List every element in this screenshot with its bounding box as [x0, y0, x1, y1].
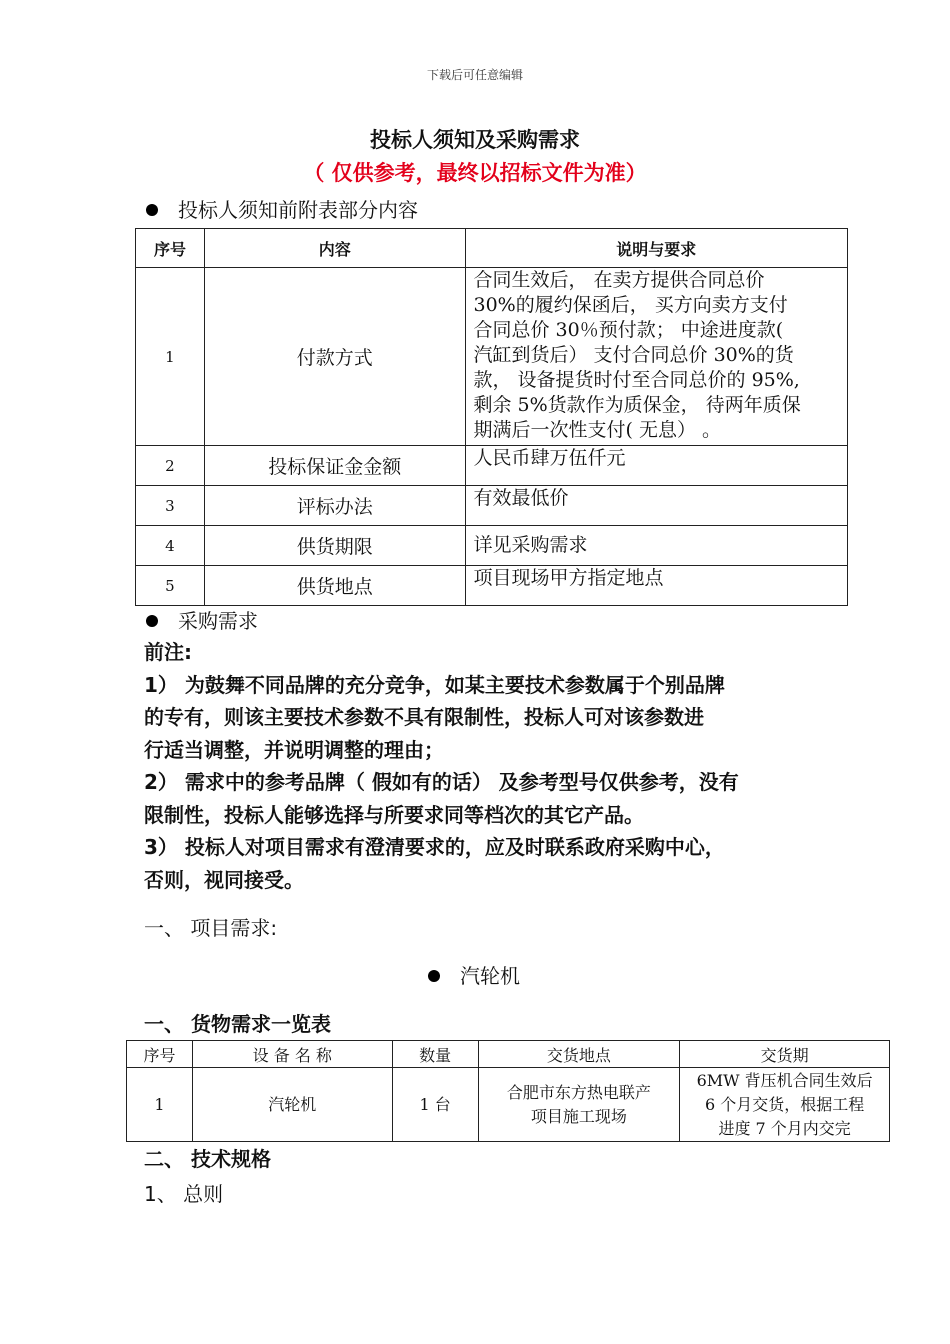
bullet-dot-icon	[146, 615, 158, 627]
delivery-place	[478, 1068, 680, 1142]
row-description	[465, 566, 848, 606]
section-goods-list: 一、 货物需求一览表	[144, 1012, 331, 1036]
notes-line: 1） 为鼓舞不同品牌的充分竞争，如某主要技术参数属于个别品牌	[144, 672, 725, 697]
instructions-table	[135, 228, 848, 606]
section-general: 1、 总则	[144, 1182, 224, 1206]
row-item: 投标保证金金额	[204, 446, 465, 486]
table-header-row	[127, 1041, 890, 1068]
document-subtitle: （ 仅供参考，最终以招标文件为准）	[303, 161, 647, 185]
bullet-label: 采购需求	[178, 609, 258, 633]
row-number: 2	[136, 446, 205, 486]
bullet-item-procurement	[146, 605, 258, 634]
column-header: 序号	[127, 1041, 193, 1068]
description-line: 汽缸到货后） 支付合同总价 30%的货	[473, 344, 794, 366]
column-header: 说明与要求	[465, 229, 848, 268]
document-title: 投标人须知及采购需求	[370, 128, 580, 152]
row-item: 付款方式	[204, 268, 465, 446]
description-line: 项目现场甲方指定地点	[473, 567, 664, 589]
column-header: 交货期	[680, 1041, 890, 1068]
row-description	[465, 268, 848, 446]
table-row	[136, 486, 848, 526]
row-description	[465, 446, 848, 486]
row-item: 供货地点	[204, 566, 465, 606]
description-line: 期满后一次性支付( 无息） 。	[473, 419, 721, 441]
row-description	[465, 486, 848, 526]
bullet-label: 投标人须知前附表部分内容	[178, 198, 418, 222]
table-row	[136, 566, 848, 606]
description-line: 剩余 5%货款作为质保金， 待两年质保	[473, 394, 801, 416]
goods-table	[126, 1040, 890, 1142]
row-number: 1	[136, 268, 205, 446]
place-line: 合肥市东方热电联产	[506, 1082, 651, 1102]
bullet-dot-icon	[146, 204, 158, 216]
bullet-dot-icon	[428, 970, 440, 982]
notes-line: 限制性，投标人能够选择与所要求同等档次的其它产品。	[144, 802, 644, 827]
notes-line: 行适当调整，并说明调整的理由；	[144, 737, 444, 762]
bullet-label: 汽轮机	[460, 964, 520, 988]
row-item: 供货期限	[204, 526, 465, 566]
table-row	[127, 1068, 890, 1142]
description-line: 合同总价 30％预付款； 中途进度款(	[473, 319, 784, 341]
table-row	[136, 268, 848, 446]
table-row	[136, 526, 848, 566]
bullet-item-turbine	[428, 960, 520, 989]
notes-heading: 前注:	[144, 640, 192, 664]
period-line: 6MW 背压机合同生效后	[696, 1070, 873, 1090]
column-header: 交货地点	[478, 1041, 680, 1068]
table-row	[136, 446, 848, 486]
header-note: 下载后可任意编辑	[426, 68, 523, 82]
description-line: 30%的履约保函后， 买方向卖方支付	[473, 294, 788, 316]
table-header-row	[136, 229, 848, 268]
equipment-name: 汽轮机	[192, 1068, 392, 1142]
description-line: 款， 设备提货时付至合同总价的 95%,	[473, 369, 800, 391]
notes-line: 的专有，则该主要技术参数不具有限制性，投标人可对该参数进	[144, 705, 704, 729]
row-item: 评标办法	[204, 486, 465, 526]
delivery-period	[680, 1068, 890, 1142]
section-project-requirements: 一、 项目需求:	[144, 916, 278, 940]
description-line: 详见采购需求	[473, 534, 588, 556]
notes-line: 3） 投标人对项目需求有澄清要求的，应及时联系政府采购中心，	[144, 835, 725, 859]
column-header: 设 备 名 称	[192, 1041, 392, 1068]
section-technical-specs: 二、 技术规格	[144, 1147, 271, 1171]
description-line: 人民币肆万伍仟元	[473, 447, 626, 469]
place-line: 项目施工现场	[530, 1106, 627, 1126]
period-line: 进度 7 个月内交完	[718, 1118, 851, 1138]
row-number: 3	[136, 486, 205, 526]
row-number: 5	[136, 566, 205, 606]
description-line: 有效最低价	[473, 487, 569, 509]
quantity: 1 台	[392, 1068, 478, 1142]
column-header: 序号	[136, 229, 205, 268]
description-line: 合同生效后， 在卖方提供合同总价	[473, 269, 765, 291]
column-header: 数量	[392, 1041, 478, 1068]
notes-line: 2） 需求中的参考品牌（ 假如有的话） 及参考型号仅供参考，没有	[144, 770, 739, 794]
notes-line: 否则，视同接受。	[144, 867, 304, 892]
row-number: 4	[136, 526, 205, 566]
bullet-item-instructions	[146, 194, 418, 223]
row-number: 1	[127, 1068, 193, 1142]
column-header: 内容	[204, 229, 465, 268]
period-line: 6 个月交货，根据工程	[704, 1094, 865, 1114]
preface-notes	[144, 636, 824, 896]
row-description	[465, 526, 848, 566]
